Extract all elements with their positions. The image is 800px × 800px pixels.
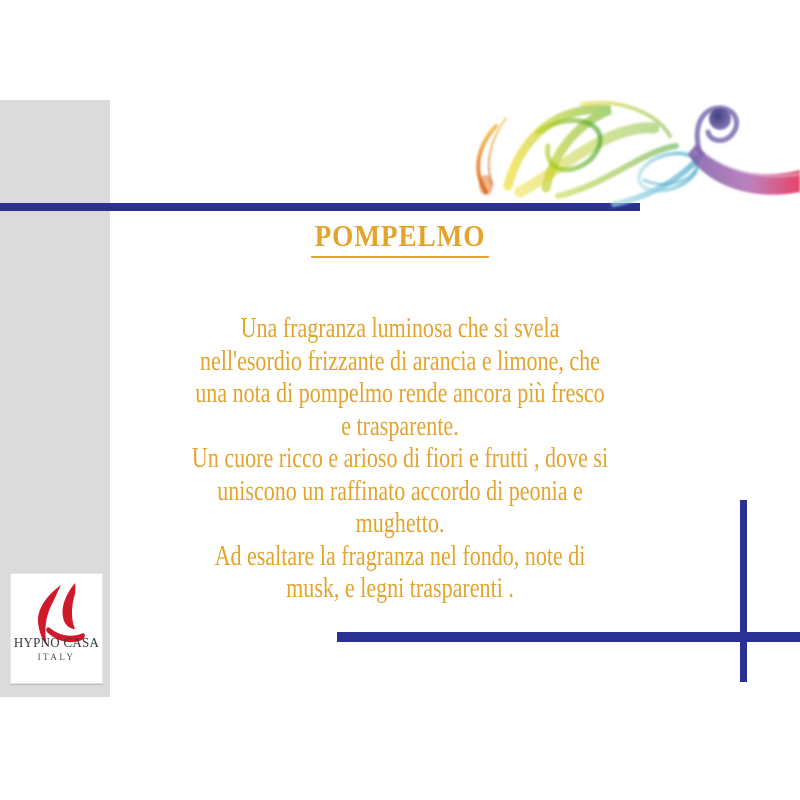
brand-logo — [10, 573, 103, 684]
bottom-divider-line — [337, 632, 800, 642]
description-line: Una fragranza luminosa che si svela — [240, 312, 560, 344]
description-line: nell'esordio frizzante di arancia e limone, che — [200, 344, 600, 377]
description-line: Ad esaltare la fragranza nel fondo, note di — [214, 539, 586, 572]
right-vertical-line — [740, 500, 747, 682]
description-line: uniscono un raffinato accordo di peonia e — [217, 474, 583, 507]
page-title-text: POMPELMO — [311, 218, 489, 258]
page-title — [136, 218, 664, 260]
description-line: musk, e legni trasparenti . — [286, 572, 514, 604]
description-line: una nota di pompelmo rende ancora più fresco — [195, 377, 605, 409]
description-line: e trasparente. — [341, 409, 459, 442]
description-line: mughetto. — [355, 507, 445, 539]
fragrance-description — [142, 312, 659, 605]
brand-name: HYPNO CASA — [13, 635, 100, 650]
rainbow-smoke-swirl-icon — [462, 88, 800, 216]
brand-country: ITALY — [37, 652, 76, 662]
description-line: Un cuore ricco e arioso di fiori e frutti , dove si — [191, 442, 609, 474]
